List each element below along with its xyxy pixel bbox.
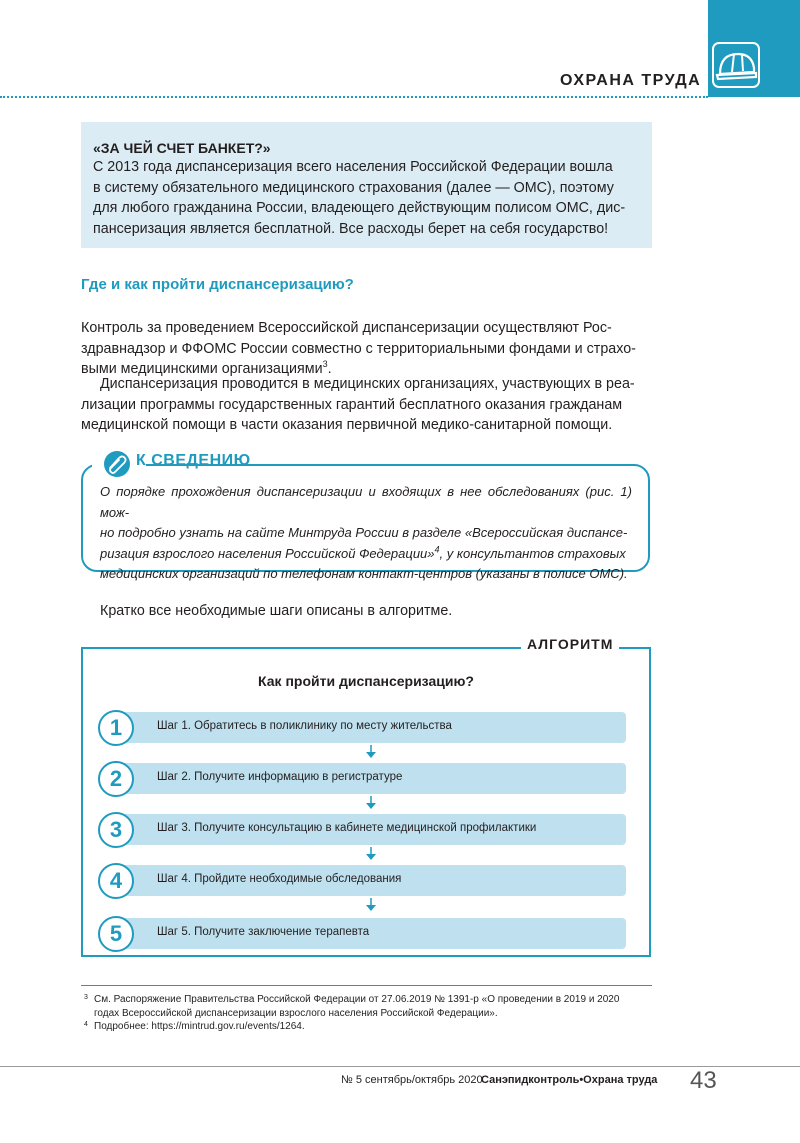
text-line: лизации программы государственных гарантий бесплатного оказания гражданам [81,396,623,413]
step-text: Шаг 3. Получите консультацию в кабинете медицинской профилактики [157,822,537,834]
footnote-number: 4 [84,1021,88,1028]
footer-magazine: Санэпидконтроль•Охрана труда [481,1074,658,1086]
notice-text [100,482,632,585]
step-text: Шаг 5. Получите заключение терапевта [157,926,370,938]
info-box-text [93,157,645,239]
paragraph-2 [81,374,652,436]
step-text: Шаг 2. Получите информацию в регистратуре [157,771,403,783]
info-line: пансеризация является бесплатной. Все расходы берет на себя государство! [93,220,609,237]
section-title: ОХРАНА ТРУДА [560,72,702,89]
footnote [84,1020,652,1034]
info-box [81,122,652,248]
text-line: медицинской помощи в части оказания первичной медико-санитарной помощи. [81,417,613,434]
header-divider [0,96,708,98]
arrow-down-icon [365,898,377,912]
step-bar [117,712,626,743]
footnote-line: годах Всероссийской диспансеризации взрослого населения Российской Федерации». [94,1007,498,1019]
step-number: 3 [98,812,134,848]
text-span: . [327,361,332,378]
step-bar [117,865,626,896]
arrow-down-icon [365,796,377,810]
info-line: для любого гражданина России, владеющего действующим полисом ОМС, дис- [93,200,626,217]
footer-divider [0,1066,800,1067]
footnote-line: См. Распоряжение Правительства Российской Федерации от 27.06.2019 № 1391-р «О проведении в 2019 и 2020 [94,994,620,1005]
arrow-down-icon [365,847,377,861]
paperclip-icon [98,449,132,479]
info-line: в систему обязательного медицинского страхования (далее — ОМС), поэтому [93,179,614,196]
step-bar [117,918,626,949]
step-bar [117,763,626,794]
step-number: 1 [98,710,134,746]
brief-text: Кратко все необходимые шаги описаны в алгоритме. [100,603,453,619]
footer-issue: № 5 сентябрь/октябрь 2020 [341,1074,483,1086]
page-number: 43 [690,1067,717,1094]
step-number: 4 [98,863,134,899]
notice-line: медицинских организаций по телефонам контакт-центров (указаны в полисе ОМС). [100,566,628,582]
text-line: Контроль за проведением Всероссийской диспансеризации осуществляют Рос- [81,320,612,336]
algorithm-title: Как пройти диспансеризацию? [258,673,474,689]
footnote [84,993,652,1020]
footnote-ref[interactable]: 3 [322,359,328,370]
notice-label: К СВЕДЕНИЮ [136,452,251,469]
info-box-title: «ЗА ЧЕЙ СЧЕТ БАНКЕТ?» [93,140,271,156]
hard-hat-icon [712,42,760,88]
info-line: С 2013 года диспансеризация всего населения Российской Федерации вошла [93,159,613,175]
paragraph-1 [81,318,652,380]
section-heading: Где и как пройти диспансеризацию? [81,276,354,293]
text-span: выми медицинскими организациями [81,361,323,378]
footnote-divider [81,985,652,986]
algorithm-label: АЛГОРИТМ [521,636,619,652]
step-number: 2 [98,761,134,797]
notice-line: О порядке прохождения диспансеризации и входящих в нее обследованиях (рис. 1) мож- [100,484,632,520]
footnote-ref[interactable]: 4 [434,544,440,555]
step-text: Шаг 1. Обратитесь в поликлинику по месту жительства [157,720,452,732]
text-span: ризация взрослого населения Российской Федерации» [100,545,435,561]
footnote-number: 3 [84,994,88,1001]
text-line: Диспансеризация проводится в медицинских организациях, участвующих в реа- [100,376,635,392]
notice-line: но подробно узнать на сайте Минтруда России в разделе «Всероссийская диспансе- [100,525,628,541]
notice-line [100,544,632,565]
step-text: Шаг 4. Пройдите необходимые обследования [157,873,402,885]
footnote-line: Подробнее: https://mintrud.gov.ru/events/1264. [94,1021,305,1032]
step-number: 5 [98,916,134,952]
arrow-down-icon [365,745,377,759]
text-span: , у консультантов страховых [439,545,626,561]
step-bar [117,814,626,845]
text-line: здравнадзор и ФФОМС России совместно с территориальными фондами и страхо- [81,340,636,357]
